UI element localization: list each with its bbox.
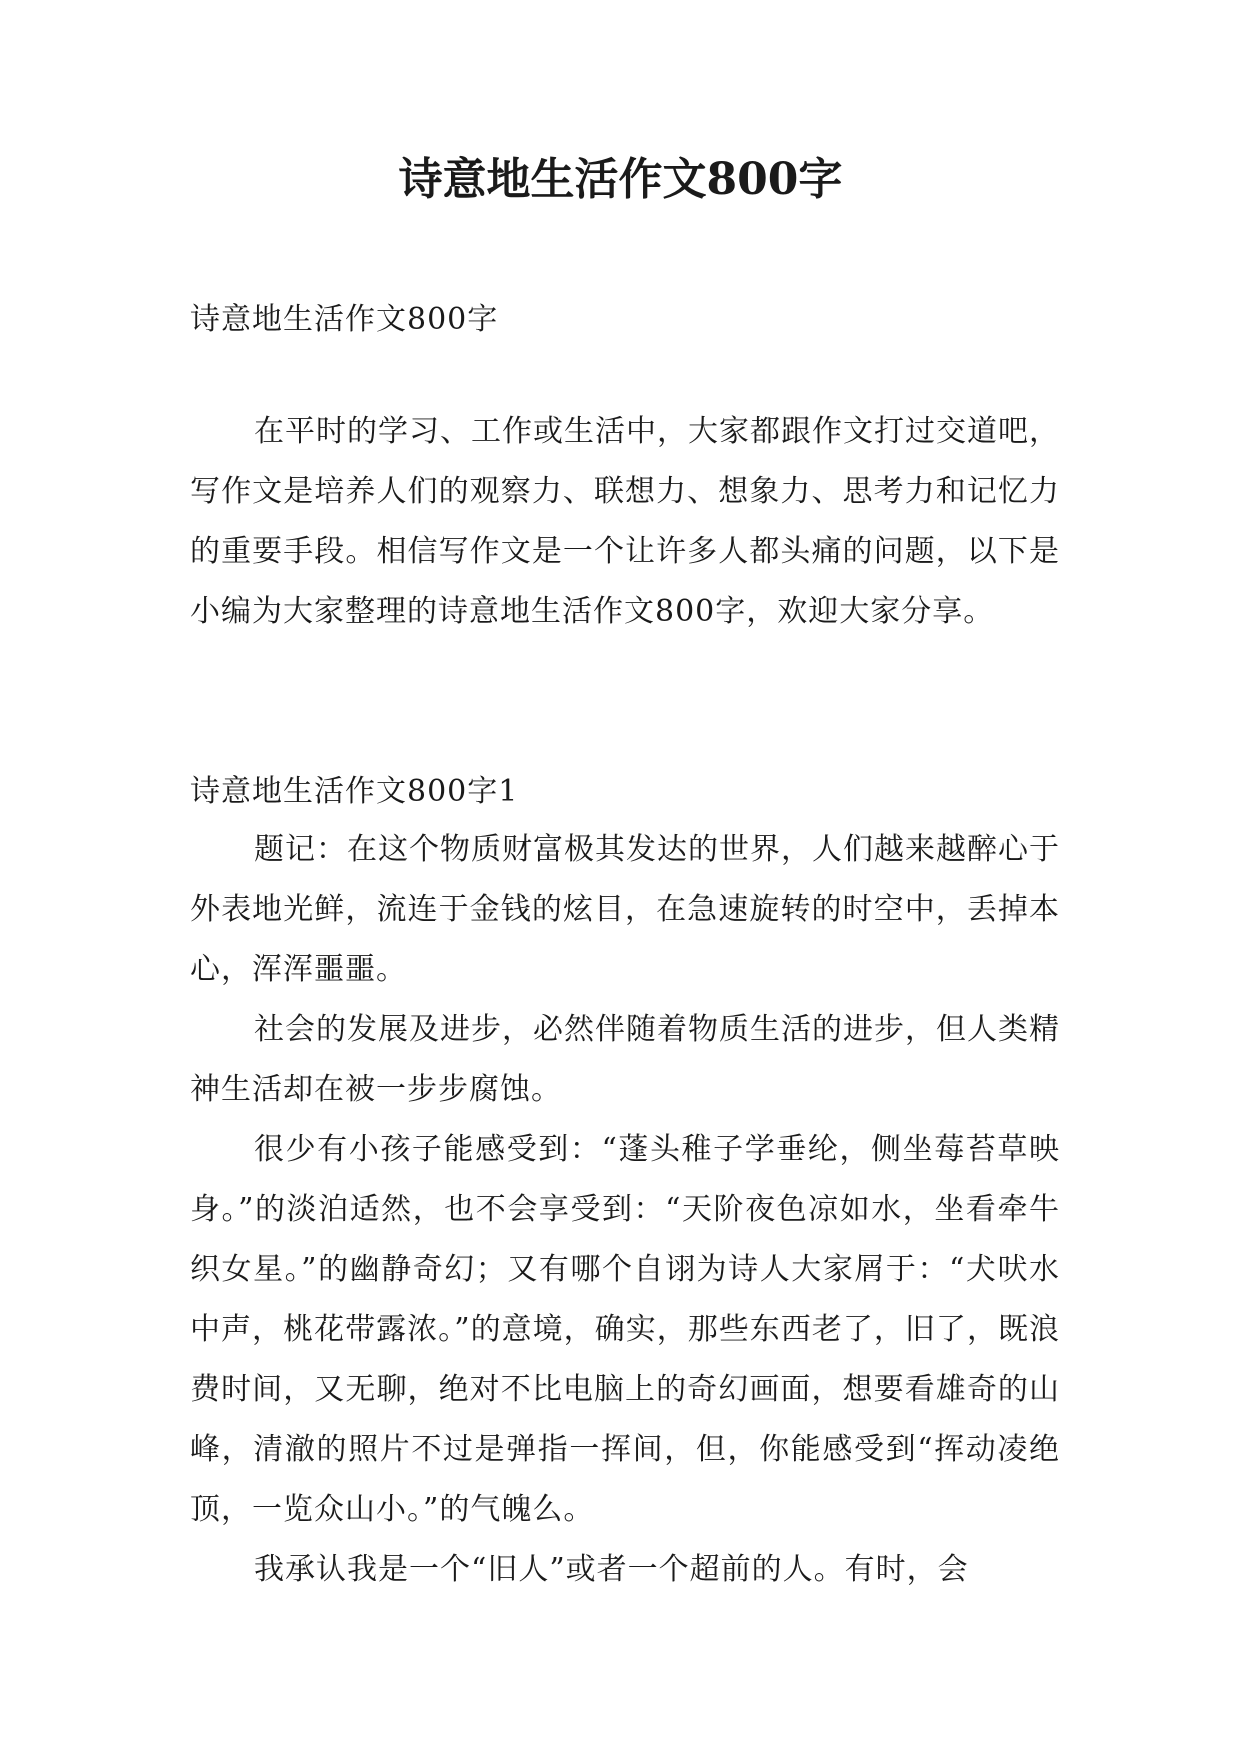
section-heading: 诗意地生活作文800字1 xyxy=(190,774,519,809)
intro-paragraph: 在平时的学习、工作或生活中，大家都跟作文打过交道吧，写作文是培养人们的观察力、联想力、想象力、思考力和记忆力的重要手段。相信写作文是一个让许多人都头痛的问题，以下是小编为大家整理的诗意地生活作文800字，欢迎大家分享。 xyxy=(190,414,1060,629)
body-paragraph: 社会的发展及进步，必然伴随着物质生活的进步，但人类精神生活却在被一步步腐蚀。 xyxy=(190,1012,1060,1107)
essay-body xyxy=(190,820,1060,1600)
body-paragraph: 题记：在这个物质财富极其发达的世界，人们越来越醉心于外表地光鲜，流连于金钱的炫目，在急速旋转的时空中，丢掉本心，浑浑噩噩。 xyxy=(190,832,1060,987)
document-subtitle: 诗意地生活作文800字 xyxy=(190,302,499,337)
body-paragraph: 我承认我是一个“旧人”或者一个超前的人。有时，会 xyxy=(254,1552,969,1587)
body-paragraph: 很少有小孩子能感受到：“蓬头稚子学垂纶，侧坐莓苔草映身。”的淡泊适然，也不会享受到：“天阶夜色凉如水，坐看牵牛织女星。”的幽静奇幻；又有哪个自诩为诗人大家屑于：“犬吠水中声，桃花带露浓。”的意境，确实，那些东西老了，旧了，既浪费时间，又无聊，绝对不比电脑上的奇幻画面，想要看雄奇的山峰，清澈的照片不过是弹指一挥间，但，你能感受到“挥动凌绝顶，一览众山小。”的气魄么。 xyxy=(190,1132,1060,1527)
document-title: 诗意地生活作文800字 xyxy=(398,154,843,205)
